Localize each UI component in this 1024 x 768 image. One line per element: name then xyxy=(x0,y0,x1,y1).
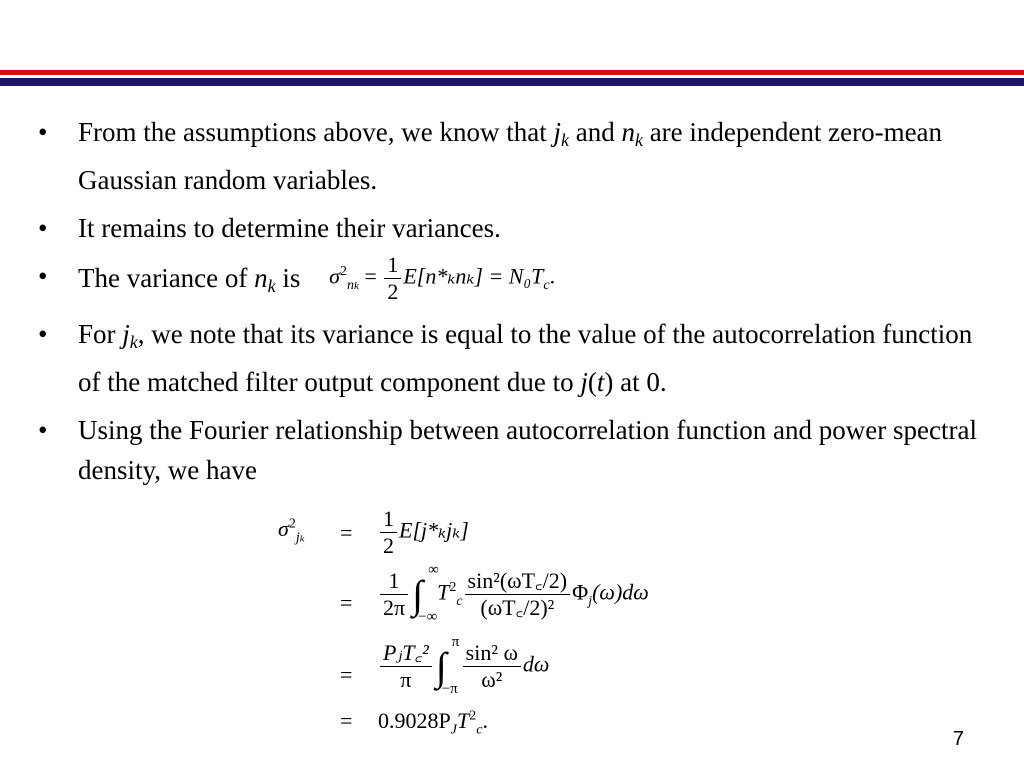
eq-sup: 2 xyxy=(340,264,348,280)
bullet-text: ( xyxy=(587,367,597,398)
eq-sub: c xyxy=(456,593,463,609)
equation-rhs xyxy=(378,506,469,559)
integral-lower: −π xyxy=(441,680,458,697)
bullet-item-variances xyxy=(34,208,994,248)
eq-text: T xyxy=(437,579,450,605)
bullet-item-fourier xyxy=(34,410,994,490)
eq-sub: c xyxy=(543,277,550,293)
fraction xyxy=(380,506,397,559)
frac-den: 2π xyxy=(383,595,406,620)
eq-text: E[n*ₖnₖ] = N₀T xyxy=(403,263,544,289)
bullet-list xyxy=(34,112,994,498)
var-n: n xyxy=(621,117,635,147)
var-n: n xyxy=(254,263,268,294)
equals-sign: = xyxy=(340,662,353,687)
bullet-text: From the assumptions above, we know that xyxy=(78,117,554,147)
frac-num: PⱼT꜀² xyxy=(380,640,432,667)
frac-num: sin² ω xyxy=(463,640,521,667)
eq-period: . xyxy=(482,708,488,733)
bullet-dot: • xyxy=(38,319,48,350)
eq-text: (ω)dω xyxy=(592,579,649,605)
sub-k: k xyxy=(634,130,643,150)
bullet-text: and xyxy=(568,117,622,147)
frac-num: 1 xyxy=(380,506,397,533)
header-rule-navy xyxy=(0,78,1024,86)
fraction xyxy=(380,568,408,621)
var-j: j xyxy=(122,319,130,350)
bullet-text: The variance of xyxy=(78,263,255,294)
integral-upper: π xyxy=(451,633,460,650)
bullet-text: are independent zero-mean Gaussian random variables. xyxy=(78,117,943,195)
integral-sign xyxy=(412,561,439,625)
integral-glyph: ∫ xyxy=(435,643,447,689)
bullet-item-gaussian xyxy=(34,112,994,200)
bullet-dot: • xyxy=(38,117,48,147)
eq-period: . xyxy=(549,263,556,289)
frac-den: ω² xyxy=(481,667,503,692)
eq-symbol: σ xyxy=(278,516,289,541)
equation-rhs xyxy=(378,633,550,697)
frac-num: 1 xyxy=(384,252,401,279)
var-t: t xyxy=(596,367,605,398)
sub-k: k xyxy=(267,276,276,297)
bullet-text: Using the Fourier relationship between autocorrelation function and power spectral density, we have xyxy=(78,415,977,486)
fraction xyxy=(384,252,401,305)
integral-sign xyxy=(435,633,460,697)
bullet-item-nk-variance xyxy=(34,252,994,306)
eq-sub: c xyxy=(476,722,483,738)
eq-text: T xyxy=(456,708,470,733)
eq-text: 0.9028P xyxy=(378,708,451,733)
sub-k: k xyxy=(129,332,138,353)
bullet-text: ) at 0. xyxy=(604,367,667,398)
integral-glyph: ∫ xyxy=(412,571,424,617)
equals-sign: = xyxy=(340,520,353,545)
eq-sup: 2 xyxy=(449,580,457,596)
equation-lhs xyxy=(278,516,305,546)
inline-equation-nk xyxy=(329,252,555,302)
header-rule-red xyxy=(0,70,1024,75)
page-number: 7 xyxy=(952,728,964,750)
integral-upper: ∞ xyxy=(428,561,439,578)
bullet-text: It remains to determine their variances. xyxy=(78,213,501,243)
bullet-text: For xyxy=(78,319,123,350)
integral-lower: −∞ xyxy=(418,608,438,625)
sub-k: k xyxy=(560,130,569,150)
frac-num: 1 xyxy=(380,568,408,595)
eq-text: Φ xyxy=(572,579,589,605)
bullet-text: , we note that its variance is equal to the value of the autocorrelation function of the matched filter output component due to xyxy=(78,319,973,398)
fraction xyxy=(465,568,571,621)
frac-den: π xyxy=(400,667,412,692)
fraction xyxy=(380,640,432,693)
equation-rhs xyxy=(378,561,649,625)
frac-den: 2 xyxy=(387,279,399,304)
eq-sub: n xyxy=(347,277,355,293)
bullet-dot: • xyxy=(38,261,48,291)
frac-den: (ωT꜀/2)² xyxy=(480,595,555,620)
frac-num: sin²(ωT꜀/2) xyxy=(465,568,571,595)
equation-rhs xyxy=(378,708,488,738)
var-j: j xyxy=(580,367,588,398)
eq-sup: 2 xyxy=(469,708,477,724)
eq-sup: 2 xyxy=(288,516,296,532)
eq-symbol: σ xyxy=(329,263,341,289)
eq-text: E[j*ₖjₖ] xyxy=(399,517,469,543)
eq-sub: jₖ xyxy=(295,530,305,546)
equals-sign: = xyxy=(340,590,353,615)
eq-subsub: k xyxy=(354,279,359,292)
frac-den: 2 xyxy=(383,533,394,558)
fraction xyxy=(463,640,521,693)
bullet-item-jk xyxy=(34,314,994,402)
bullet-text: is xyxy=(275,263,301,294)
bullet-dot: • xyxy=(38,415,48,446)
var-j: j xyxy=(553,117,561,147)
bullet-dot: • xyxy=(38,213,48,243)
equals-sign: = xyxy=(340,708,353,733)
eq-sub: J xyxy=(450,722,457,738)
eq-equals: = xyxy=(364,263,377,289)
eq-text: dω xyxy=(522,651,550,677)
eq-sub: j xyxy=(588,593,593,609)
